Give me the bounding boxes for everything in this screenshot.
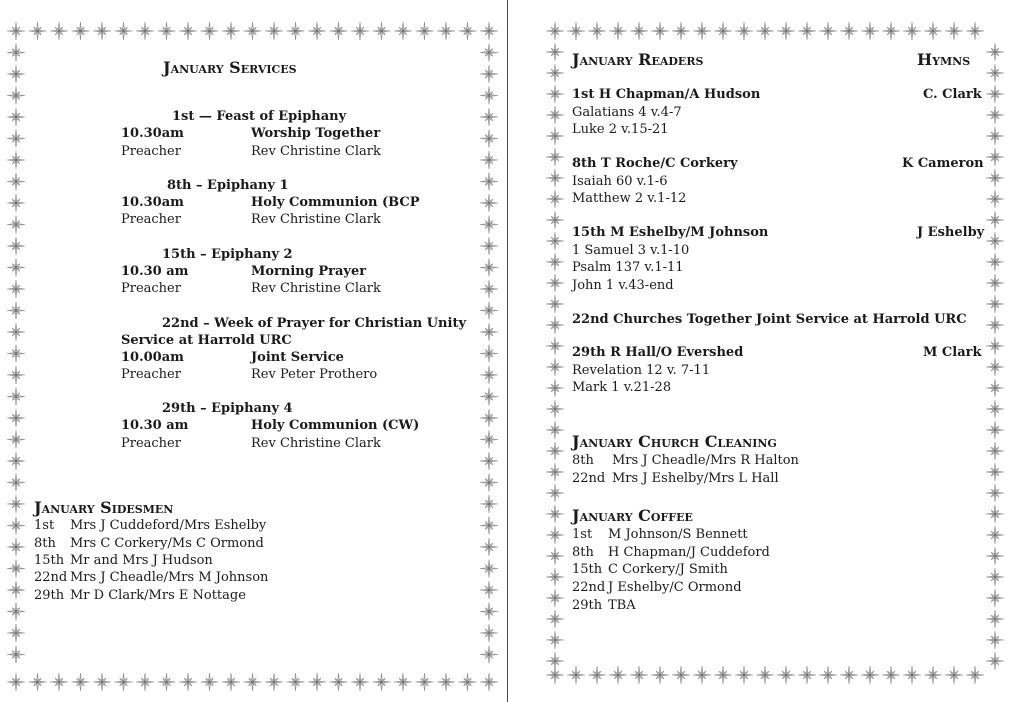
border-star-icon: [115, 673, 133, 691]
preacher-label: Preacher: [121, 144, 181, 159]
border-star-icon: [7, 280, 25, 298]
border-star-icon: [840, 666, 858, 684]
reading: Matthew 2 v.1-12: [572, 191, 687, 206]
right-page: [511, 0, 1022, 702]
border-star-icon: [222, 22, 240, 40]
border-star-icon: [986, 148, 1004, 166]
border-star-icon: [308, 673, 326, 691]
border-star-icon: [986, 64, 1004, 82]
border-star-icon: [287, 673, 305, 691]
sidesmen-names: Mrs J Cuddeford/Mrs Eshelby: [70, 518, 267, 533]
reading: Revelation 12 v. 7-11: [572, 363, 711, 378]
border-star-icon: [903, 22, 921, 40]
sidesmen-names: Mrs J Cheadle/Mrs M Johnson: [70, 570, 269, 585]
border-star-icon: [7, 560, 25, 578]
preacher-label: Preacher: [121, 436, 181, 451]
preacher-label: Preacher: [121, 367, 181, 382]
border-star-icon: [546, 610, 564, 628]
coffee-date: 22nd: [572, 580, 606, 595]
border-star-icon: [480, 216, 498, 234]
border-star-icon: [693, 666, 711, 684]
border-star-icon: [480, 517, 498, 535]
border-star-icon: [546, 232, 564, 250]
hymns-name: C. Clark: [923, 87, 982, 102]
sidesmen-date: 22nd: [34, 570, 68, 585]
service-day: 1st — Feast of Epiphany: [172, 109, 347, 124]
border-star-icon: [480, 474, 498, 492]
preacher-name: Rev Christine Clark: [251, 144, 381, 159]
border-star-icon: [480, 259, 498, 277]
service-day: 15th – Epiphany 2: [162, 247, 293, 262]
border-star-icon: [330, 22, 348, 40]
border-star-icon: [986, 106, 1004, 124]
border-star-icon: [588, 666, 606, 684]
border-star-icon: [459, 673, 477, 691]
preacher-name: Rev Christine Clark: [251, 212, 381, 227]
reading: Luke 2 v.15-21: [572, 122, 669, 137]
border-star-icon: [7, 194, 25, 212]
border-star-icon: [798, 666, 816, 684]
border-star-icon: [651, 666, 669, 684]
border-star-icon: [546, 484, 564, 502]
border-star-icon: [986, 211, 1004, 229]
coffee-date: 1st: [572, 527, 593, 542]
border-star-icon: [7, 216, 25, 234]
border-star-icon: [330, 673, 348, 691]
border-star-icon: [986, 358, 1004, 376]
sidesmen-names: Mr D Clark/Mrs E Nottage: [70, 588, 246, 603]
border-star-icon: [480, 646, 498, 664]
border-star-icon: [437, 22, 455, 40]
border-star-icon: [179, 22, 197, 40]
service-time: 10.30 am: [121, 418, 189, 433]
border-star-icon: [546, 379, 564, 397]
border-star-icon: [373, 673, 391, 691]
border-star-icon: [546, 22, 564, 40]
sidesmen-names: Mrs C Corkery/Ms C Ormond: [70, 536, 264, 551]
border-star-icon: [567, 666, 585, 684]
border-star-icon: [136, 22, 154, 40]
border-star-icon: [986, 484, 1004, 502]
border-star-icon: [798, 22, 816, 40]
border-star-icon: [394, 22, 412, 40]
border-star-icon: [72, 22, 90, 40]
border-star-icon: [986, 253, 1004, 271]
border-star-icon: [7, 65, 25, 83]
border-star-icon: [924, 22, 942, 40]
border-star-icon: [394, 673, 412, 691]
preacher-name: Rev Christine Clark: [251, 281, 381, 296]
border-star-icon: [672, 666, 690, 684]
page-divider: [507, 0, 508, 702]
border-star-icon: [480, 345, 498, 363]
border-star-icon: [7, 581, 25, 599]
border-star-icon: [29, 22, 47, 40]
reading: Isaiah 60 v.1-6: [572, 174, 668, 189]
border-star-icon: [546, 127, 564, 145]
border-star-icon: [986, 421, 1004, 439]
border-star-icon: [480, 560, 498, 578]
border-star-icon: [546, 421, 564, 439]
border-star-icon: [546, 337, 564, 355]
coffee-title: January Coffee: [572, 506, 693, 525]
border-star-icon: [546, 547, 564, 565]
border-star-icon: [50, 22, 68, 40]
reading: Galatians 4 v.4-7: [572, 105, 682, 120]
border-star-icon: [158, 22, 176, 40]
border-star-icon: [903, 666, 921, 684]
border-star-icon: [7, 323, 25, 341]
border-star-icon: [7, 603, 25, 621]
border-star-icon: [630, 22, 648, 40]
border-star-icon: [416, 673, 434, 691]
border-star-icon: [7, 624, 25, 642]
border-star-icon: [777, 666, 795, 684]
sidesmen-date: 29th: [34, 588, 65, 603]
border-star-icon: [986, 631, 1004, 649]
border-star-icon: [7, 22, 25, 40]
service-name: Worship Together: [251, 126, 381, 141]
border-star-icon: [50, 673, 68, 691]
border-star-icon: [546, 505, 564, 523]
border-star-icon: [546, 148, 564, 166]
reading: 1 Samuel 3 v.1-10: [572, 243, 690, 258]
service-time: 10.00am: [121, 350, 184, 365]
service-time: 10.30am: [121, 126, 184, 141]
service-time: 10.30 am: [121, 264, 189, 279]
sidesmen-title: January Sidesmen: [34, 498, 174, 517]
border-star-icon: [819, 666, 837, 684]
sidesmen-names: Mr and Mrs J Hudson: [70, 553, 213, 568]
cleaning-title: January Church Cleaning: [572, 432, 777, 451]
coffee-names: C Corkery/J Smith: [608, 562, 728, 577]
border-star-icon: [7, 87, 25, 105]
border-star-icon: [546, 652, 564, 670]
border-star-icon: [609, 666, 627, 684]
sidesmen-date: 1st: [34, 518, 55, 533]
border-star-icon: [924, 666, 942, 684]
border-star-icon: [480, 302, 498, 320]
border-star-icon: [546, 190, 564, 208]
border-star-icon: [480, 151, 498, 169]
border-star-icon: [7, 259, 25, 277]
border-star-icon: [480, 673, 498, 691]
border-star-icon: [861, 22, 879, 40]
border-star-icon: [7, 345, 25, 363]
preacher-label: Preacher: [121, 212, 181, 227]
border-star-icon: [115, 22, 133, 40]
border-star-icon: [986, 43, 1004, 61]
border-star-icon: [986, 379, 1004, 397]
border-star-icon: [480, 130, 498, 148]
border-star-icon: [986, 526, 1004, 544]
border-star-icon: [7, 173, 25, 191]
border-star-icon: [630, 666, 648, 684]
hymns-name: K Cameron: [902, 156, 984, 171]
border-star-icon: [136, 673, 154, 691]
border-star-icon: [986, 463, 1004, 481]
border-star-icon: [459, 22, 477, 40]
border-star-icon: [287, 22, 305, 40]
border-star-icon: [986, 169, 1004, 187]
border-star-icon: [986, 127, 1004, 145]
border-star-icon: [7, 366, 25, 384]
border-star-icon: [7, 388, 25, 406]
border-star-icon: [546, 295, 564, 313]
border-star-icon: [480, 108, 498, 126]
border-star-icon: [437, 673, 455, 691]
border-star-icon: [735, 666, 753, 684]
border-star-icon: [546, 274, 564, 292]
border-star-icon: [840, 22, 858, 40]
border-star-icon: [546, 106, 564, 124]
reader-heading: 29th R Hall/O Evershed: [572, 345, 744, 360]
border-star-icon: [29, 673, 47, 691]
border-star-icon: [546, 442, 564, 460]
border-star-icon: [546, 253, 564, 271]
border-star-icon: [480, 538, 498, 556]
border-star-icon: [546, 85, 564, 103]
border-star-icon: [546, 358, 564, 376]
border-star-icon: [609, 22, 627, 40]
border-star-icon: [756, 22, 774, 40]
border-star-icon: [986, 190, 1004, 208]
preacher-name: Rev Peter Prothero: [251, 367, 378, 382]
service-name: Holy Communion (BCP: [251, 195, 420, 210]
border-star-icon: [480, 237, 498, 255]
border-star-icon: [986, 337, 1004, 355]
border-star-icon: [567, 22, 585, 40]
sidesmen-date: 15th: [34, 553, 65, 568]
border-star-icon: [714, 22, 732, 40]
border-star-icon: [201, 22, 219, 40]
border-star-icon: [480, 452, 498, 470]
service-day: 8th – Epiphany 1: [167, 178, 289, 193]
reader-heading: 1st H Chapman/A Hudson: [572, 87, 761, 102]
border-star-icon: [480, 409, 498, 427]
border-star-icon: [7, 673, 25, 691]
service-name: Joint Service: [251, 350, 344, 365]
border-star-icon: [158, 673, 176, 691]
cleaning-date: 22nd: [572, 471, 606, 486]
coffee-names: TBA: [608, 598, 636, 613]
border-star-icon: [546, 526, 564, 544]
border-star-icon: [480, 280, 498, 298]
border-star-icon: [986, 85, 1004, 103]
border-star-icon: [986, 232, 1004, 250]
service-name: Morning Prayer: [251, 264, 367, 279]
border-star-icon: [480, 194, 498, 212]
readers-title: January Readers: [572, 50, 704, 69]
border-star-icon: [546, 400, 564, 418]
border-star-icon: [480, 431, 498, 449]
border-star-icon: [7, 409, 25, 427]
border-star-icon: [986, 316, 1004, 334]
border-star-icon: [7, 108, 25, 126]
border-star-icon: [986, 442, 1004, 460]
reader-heading: 22nd Churches Together Joint Service at Harrold URC: [572, 312, 967, 327]
border-star-icon: [756, 666, 774, 684]
border-star-icon: [882, 666, 900, 684]
reader-heading: 8th T Roche/C Corkery: [572, 156, 738, 171]
coffee-names: J Eshelby/C Ormond: [608, 580, 742, 595]
border-star-icon: [882, 22, 900, 40]
border-star-icon: [93, 673, 111, 691]
border-star-icon: [546, 211, 564, 229]
border-star-icon: [480, 87, 498, 105]
border-star-icon: [7, 538, 25, 556]
border-star-icon: [244, 22, 262, 40]
border-star-icon: [546, 43, 564, 61]
border-star-icon: [777, 22, 795, 40]
hymns-title: Hymns: [917, 50, 971, 69]
border-star-icon: [7, 646, 25, 664]
border-star-icon: [986, 568, 1004, 586]
sidesmen-date: 8th: [34, 536, 56, 551]
border-star-icon: [986, 400, 1004, 418]
border-star-icon: [945, 666, 963, 684]
border-star-icon: [714, 666, 732, 684]
border-star-icon: [7, 517, 25, 535]
border-star-icon: [986, 274, 1004, 292]
border-star-icon: [945, 22, 963, 40]
border-star-icon: [7, 474, 25, 492]
left-page: [0, 0, 510, 702]
border-star-icon: [72, 673, 90, 691]
preacher-label: Preacher: [121, 281, 181, 296]
border-star-icon: [7, 237, 25, 255]
coffee-date: 29th: [572, 598, 603, 613]
preacher-name: Rev Christine Clark: [251, 436, 381, 451]
border-star-icon: [480, 603, 498, 621]
service-day: 22nd – Week of Prayer for Christian Unity: [162, 316, 467, 331]
reading: Psalm 137 v.1-11: [572, 260, 684, 275]
border-star-icon: [480, 323, 498, 341]
border-star-icon: [546, 316, 564, 334]
border-star-icon: [7, 44, 25, 62]
coffee-names: H Chapman/J Cuddeford: [608, 545, 770, 560]
coffee-names: M Johnson/S Bennett: [608, 527, 748, 542]
reading: Mark 1 v.21-28: [572, 380, 672, 395]
border-star-icon: [546, 568, 564, 586]
border-star-icon: [651, 22, 669, 40]
border-star-icon: [819, 22, 837, 40]
service-name: Holy Communion (CW): [251, 418, 420, 433]
border-star-icon: [7, 431, 25, 449]
services-title: January Services: [163, 58, 297, 77]
hymns-name: J Eshelby: [917, 225, 985, 240]
border-star-icon: [265, 22, 283, 40]
border-star-icon: [480, 65, 498, 83]
border-star-icon: [7, 151, 25, 169]
border-star-icon: [7, 130, 25, 148]
border-star-icon: [986, 610, 1004, 628]
cleaning-names: Mrs J Cheadle/Mrs R Halton: [612, 453, 799, 468]
border-star-icon: [351, 673, 369, 691]
border-star-icon: [966, 666, 984, 684]
border-star-icon: [986, 652, 1004, 670]
border-star-icon: [546, 169, 564, 187]
border-star-icon: [480, 495, 498, 513]
border-star-icon: [546, 631, 564, 649]
border-star-icon: [480, 581, 498, 599]
border-star-icon: [179, 673, 197, 691]
coffee-date: 8th: [572, 545, 594, 560]
reader-heading: 15th M Eshelby/M Johnson: [572, 225, 769, 240]
border-star-icon: [308, 22, 326, 40]
border-star-icon: [480, 44, 498, 62]
border-star-icon: [265, 673, 283, 691]
service-time: 10.30am: [121, 195, 184, 210]
border-star-icon: [7, 302, 25, 320]
border-star-icon: [672, 22, 690, 40]
border-star-icon: [351, 22, 369, 40]
service-day: 29th – Epiphany 4: [162, 401, 293, 416]
border-star-icon: [735, 22, 753, 40]
border-star-icon: [986, 295, 1004, 313]
cleaning-date: 8th: [572, 453, 594, 468]
border-star-icon: [480, 173, 498, 191]
border-star-icon: [546, 589, 564, 607]
border-star-icon: [546, 64, 564, 82]
border-star-icon: [986, 589, 1004, 607]
reading: John 1 v.43-end: [572, 278, 674, 293]
border-star-icon: [861, 666, 879, 684]
border-star-icon: [966, 22, 984, 40]
service-day-continued: Service at Harrold URC: [121, 333, 292, 348]
hymns-name: M Clark: [923, 345, 982, 360]
border-star-icon: [480, 366, 498, 384]
border-star-icon: [480, 22, 498, 40]
cleaning-names: Mrs J Eshelby/Mrs L Hall: [612, 471, 779, 486]
border-star-icon: [588, 22, 606, 40]
border-star-icon: [222, 673, 240, 691]
border-star-icon: [201, 673, 219, 691]
border-star-icon: [93, 22, 111, 40]
border-star-icon: [373, 22, 391, 40]
border-star-icon: [480, 388, 498, 406]
border-star-icon: [693, 22, 711, 40]
border-star-icon: [416, 22, 434, 40]
border-star-icon: [546, 463, 564, 481]
coffee-date: 15th: [572, 562, 603, 577]
border-star-icon: [244, 673, 262, 691]
border-star-icon: [986, 547, 1004, 565]
border-star-icon: [7, 495, 25, 513]
border-star-icon: [480, 624, 498, 642]
border-star-icon: [7, 452, 25, 470]
border-star-icon: [986, 505, 1004, 523]
